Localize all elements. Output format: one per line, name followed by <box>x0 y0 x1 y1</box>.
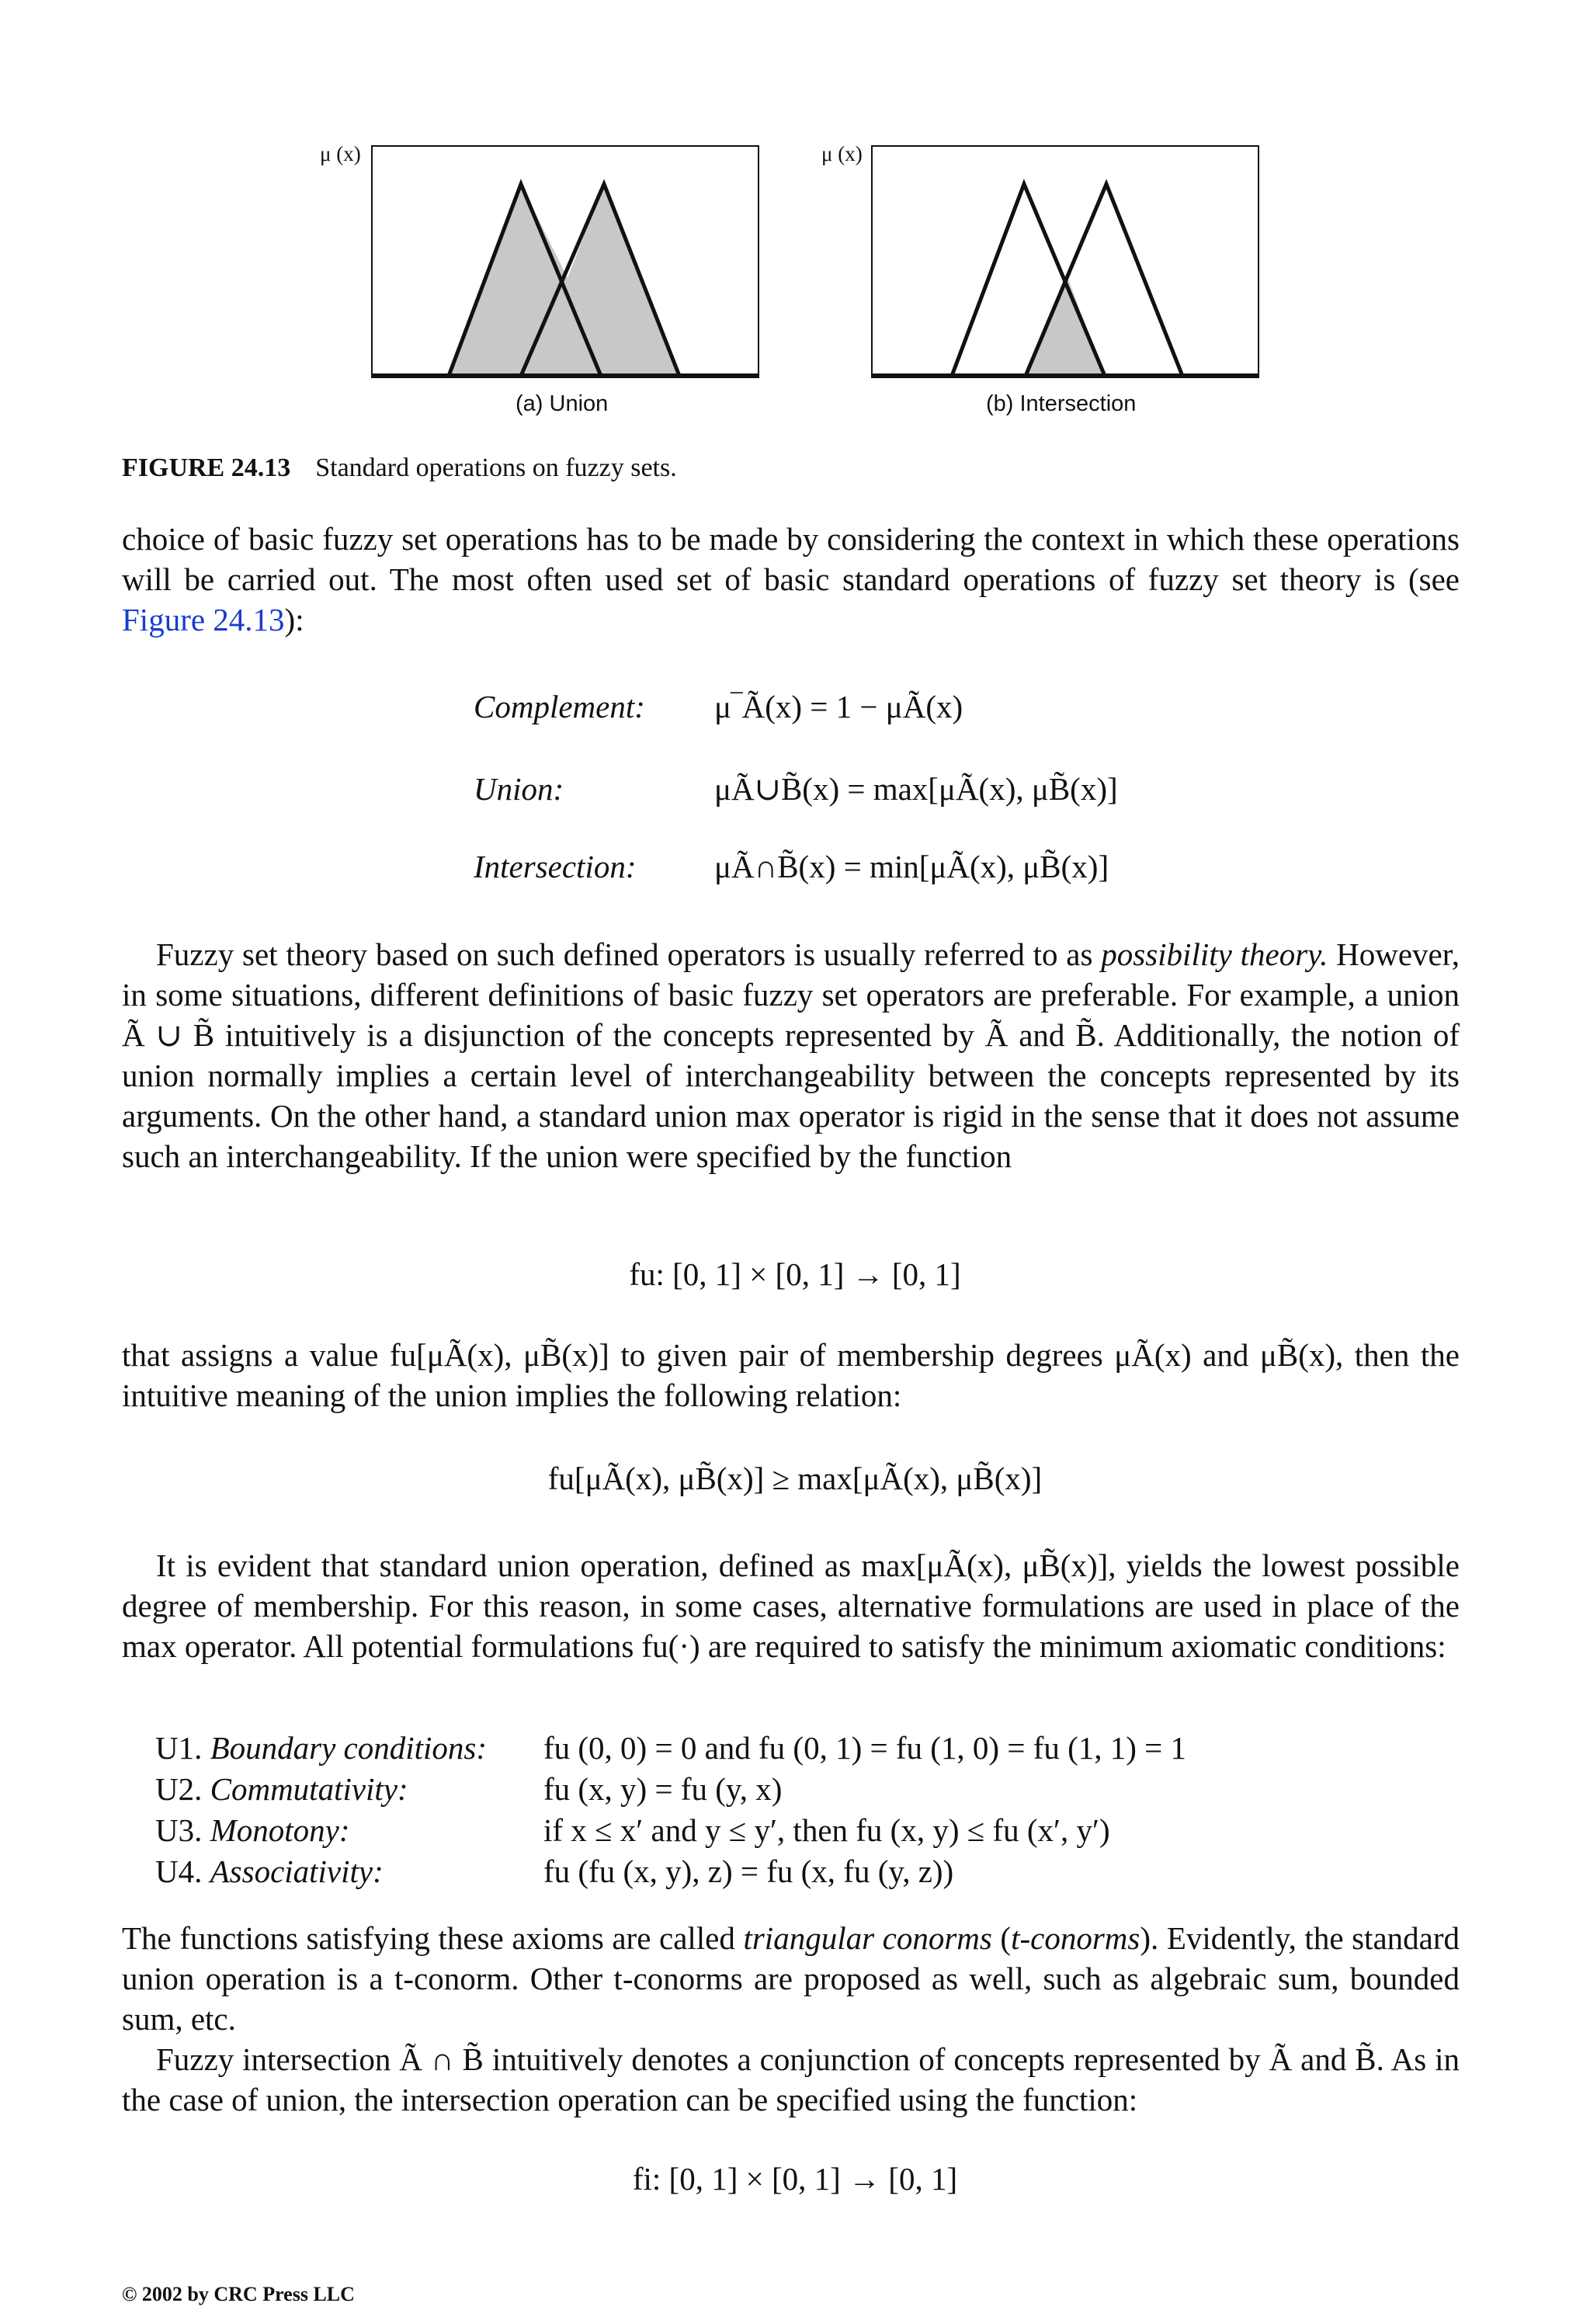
axiom-math: fu (x, y) = fu (y, x) <box>543 1771 783 1807</box>
paragraph-1 <box>122 519 1460 640</box>
paragraph-3: that assigns a value fu[μÃ(x), μB̃(x)] to given pair of membership degrees μÃ(x) and μB̃(x), then the intuitive meaning of the union implies the following relation: <box>122 1337 1460 1413</box>
axiom-math: fu (fu (x, y), z) = fu (x, fu (y, z)) <box>543 1853 954 1889</box>
union-plot <box>371 145 759 378</box>
copyright-footer: © 2002 by CRC Press LLC <box>122 2283 355 2305</box>
intersection-plot <box>871 145 1259 378</box>
axiom-id: U1. <box>155 1730 203 1766</box>
axiom-u2 <box>155 1770 783 1808</box>
paragraph-2 <box>122 934 1460 1176</box>
axiom-math: fu (0, 0) = 0 and fu (0, 1) = fu (1, 0) = fu (1, 1) = 1 <box>543 1730 1187 1766</box>
paragraph-2-a: Fuzzy set theory based on such defined operators is usually referred to as <box>156 936 1102 972</box>
union-label: Union: <box>474 771 564 807</box>
axiom-name: Monotony: <box>210 1812 350 1848</box>
intersection-equation: μÃ∩B̃(x) = min[μÃ(x), μB̃(x)] <box>714 849 1109 884</box>
union-equation: μÃ∪B̃(x) = max[μÃ(x), μB̃(x)] <box>714 771 1118 807</box>
axiom-id: U4. <box>155 1853 203 1889</box>
figure-caption <box>122 453 677 483</box>
paragraph-6: Fuzzy intersection Ã ∩ B̃ intuitively denotes a conjunction of concepts represented by Ã and B̃. As in the case of union, the intersection operation can be specified using the function: <box>122 2041 1460 2117</box>
y-axis-label-union: μ (x) <box>320 142 361 165</box>
paragraph-2-b: However, in some situations, different definitions of basic fuzzy set operators are preferable. For example, a union Ã ∪ B̃ intuitively is a disjunction of the concepts represented by Ã and B̃. Additionally, the notion of union normally implies a certain level of interchangeability between the concepts represented by its arguments. On the other hand, a standard union max operator is rigid in the sense that it does not assume such an interchangeability. If the union were specified by the function <box>122 936 1460 1174</box>
axiom-id: U2. <box>155 1771 203 1807</box>
paragraph-5 <box>122 1918 1460 2039</box>
fu-equation: fu: [0, 1] × [0, 1] → [0, 1] <box>629 1256 961 1292</box>
paragraph-5-b: ( <box>991 1920 1012 1956</box>
relation-equation: fu[μÃ(x), μB̃(x)] ≥ max[μÃ(x), μB̃(x)] <box>547 1461 1043 1496</box>
panel-b-caption: (b) Intersection <box>986 391 1137 416</box>
paragraph-1-end: ): <box>284 602 304 637</box>
union-panel <box>371 145 759 378</box>
axiom-name: Associativity: <box>210 1853 384 1889</box>
paragraph-5-a: The functions satisfying these axioms are called <box>122 1920 744 1956</box>
paragraph-4: It is evident that standard union operation, defined as max[μÃ(x), μB̃(x)], yields the lowest possible degree of membership. For this reason, in some cases, alternative formulations are used in place of the max operator. All potential formulations fu(·) are required to satisfy the minimum axiomatic conditions: <box>122 1548 1460 1664</box>
paragraph-5-c: ). Evidently, the standard union operation is a t-conorm. Other t-conorms are proposed as well, such as algebraic sum, bounded sum, etc. <box>122 1920 1460 2037</box>
paragraph-1-text: choice of basic fuzzy set operations has to be made by considering the context in which these operations will be carried out. The most often used set of basic standard operations of fuzzy set theory is (see <box>122 521 1460 597</box>
axiom-math: if x ≤ x′ and y ≤ y′, then fu (x, y) ≤ fu (x′, y′) <box>543 1812 1110 1848</box>
y-axis-label-intersection: μ (x) <box>821 142 863 165</box>
figure-number: FIGURE 24.13 <box>122 453 291 482</box>
panel-a-caption: (a) Union <box>516 391 609 416</box>
possibility-theory-term: possibility theory. <box>1101 936 1328 972</box>
axiom-u3 <box>155 1812 1110 1849</box>
figure-caption-text: Standard operations on fuzzy sets. <box>315 453 677 482</box>
complement-equation: μ‾Ã(x) = 1 − μÃ(x) <box>714 689 963 724</box>
figure-link[interactable]: Figure 24.13 <box>122 602 285 637</box>
axiom-name: Boundary conditions: <box>210 1730 488 1766</box>
axiom-u1 <box>155 1729 1187 1766</box>
triangular-conorms-term: triangular conorms <box>743 1920 992 1956</box>
fi-equation: fi: [0, 1] × [0, 1] → [0, 1] <box>632 2161 958 2197</box>
axiom-name: Commutativity: <box>210 1771 408 1807</box>
intersection-panel <box>871 145 1259 378</box>
axiom-id: U3. <box>155 1812 203 1848</box>
intersection-label: Intersection: <box>474 849 637 884</box>
axiom-u4 <box>155 1853 954 1890</box>
t-conorms-term: t-conorms <box>1011 1920 1140 1956</box>
complement-label: Complement: <box>474 689 645 724</box>
